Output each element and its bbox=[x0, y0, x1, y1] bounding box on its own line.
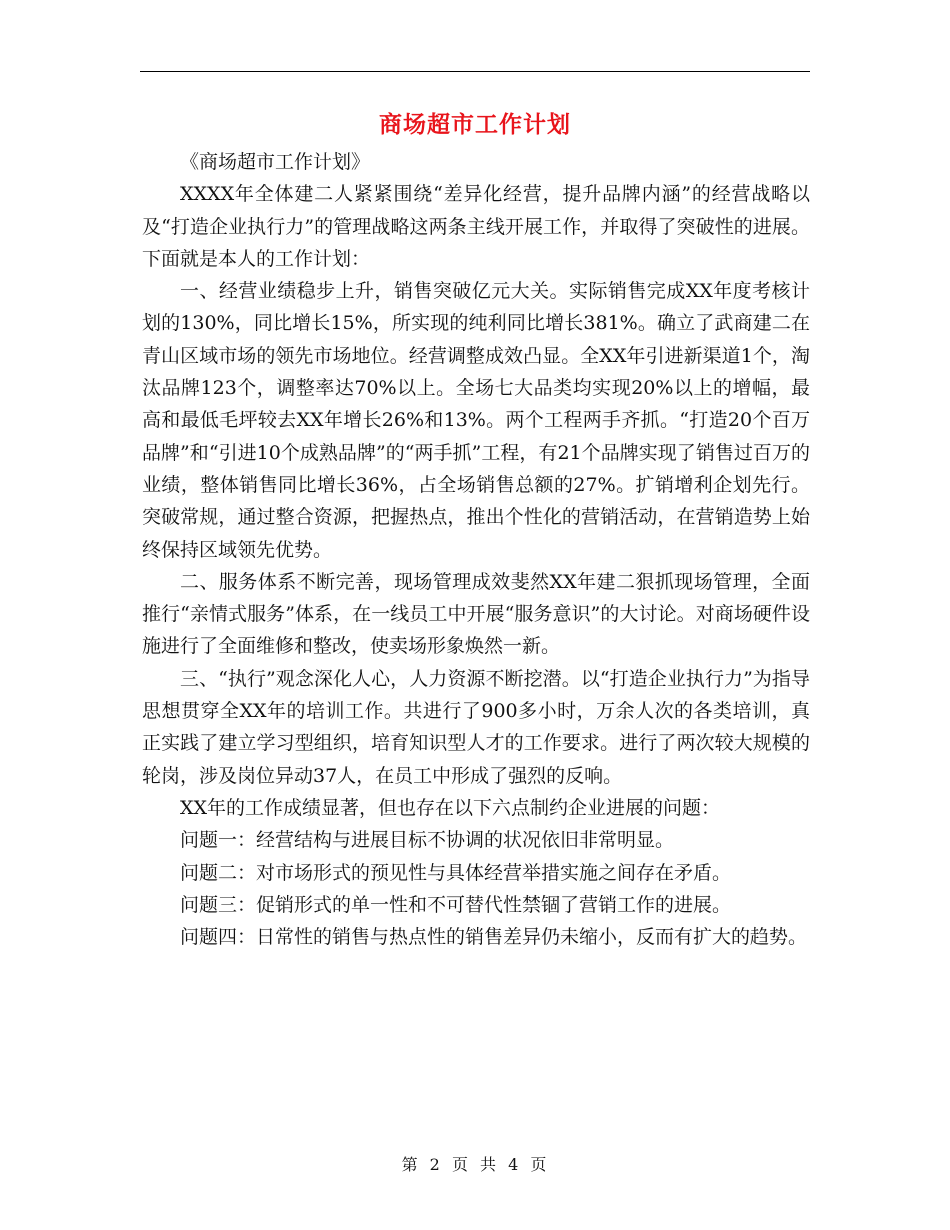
paragraph-quoted-title: 《商场超市工作计划》 bbox=[180, 151, 371, 173]
document-body bbox=[142, 146, 810, 953]
header-rule bbox=[140, 71, 810, 72]
paragraph-intro: XXXX年全体建二人紧紧围绕“差异化经营，提升品牌内涵”的经营战略以及“打造企业执行力”的管理战略这两条主线开展工作，并取得了突破性的进展。下面就是本人的工作计划： bbox=[142, 183, 810, 270]
paragraph-problem-3: 问题三：促销形式的单一性和不可替代性禁锢了营销工作的进展。 bbox=[180, 893, 732, 916]
paragraph-problems-intro: XX年的工作成绩显著，但也存在以下六点制约企业进展的问题： bbox=[180, 796, 721, 819]
page-footer: 第 2 页 共 4 页 bbox=[401, 1155, 549, 1174]
paragraph-section-2: 二、服务体系不断完善，现场管理成效斐然XX年建二狠抓现场管理，全面推行“亲情式服务”体系，在一线员工中开展“服务意识”的大讨论。对商场硬件设施进行了全面维修和整改，使卖场形象焕然一新。 bbox=[142, 570, 810, 658]
paragraph-section-3: 三、“执行”观念深化人心，人力资源不断挖潜。以“打造企业执行力”为指导思想贯穿全XX年的培训工作。共进行了900多小时，万余人次的各类培训，真正实践了建立学习型组织，培育知识型人才的工作要求。进行了两次较大规模的轮岗，涉及岗位异动37人，在员工中形成了强烈的反响。 bbox=[142, 667, 810, 787]
paragraph-problem-4: 问题四：日常性的销售与热点性的销售差异仍未缩小，反而有扩大的趋势。 bbox=[180, 926, 808, 949]
paragraph-problem-1: 问题一：经营结构与进展目标不协调的状况依旧非常明显。 bbox=[180, 829, 675, 852]
document-title: 商场超市工作计划 bbox=[379, 111, 571, 138]
paragraph-section-1: 一、经营业绩稳步上升，销售突破亿元大关。实际销售完成XX年度考核计划的130%，同比增长15%，所实现的纯利同比增长381%。确立了武商建二在青山区域市场的领先市场地位。经营调整成效凸显。全XX年引进新渠道1个，淘汰品牌123个，调整率达70%以上。全场七大品类均实现20%以上的增幅，最高和最低毛坪较去XX年增长26%和13%。两个工程两手齐抓。“打造20个百万品牌”和“引进10个成熟品牌”的“两手抓”工程，有21个品牌实现了销售过百万的业绩，整体销售同比增长36%，占全场销售总额的27%。扩销增利企划先行。突破常规，通过整合资源，把握热点，推出个性化的营销活动，在营销造势上始终保持区域领先优势。 bbox=[142, 280, 810, 561]
paragraph-problem-2: 问题二：对市场形式的预见性与具体经营举措实施之间存在矛盾。 bbox=[180, 861, 732, 884]
